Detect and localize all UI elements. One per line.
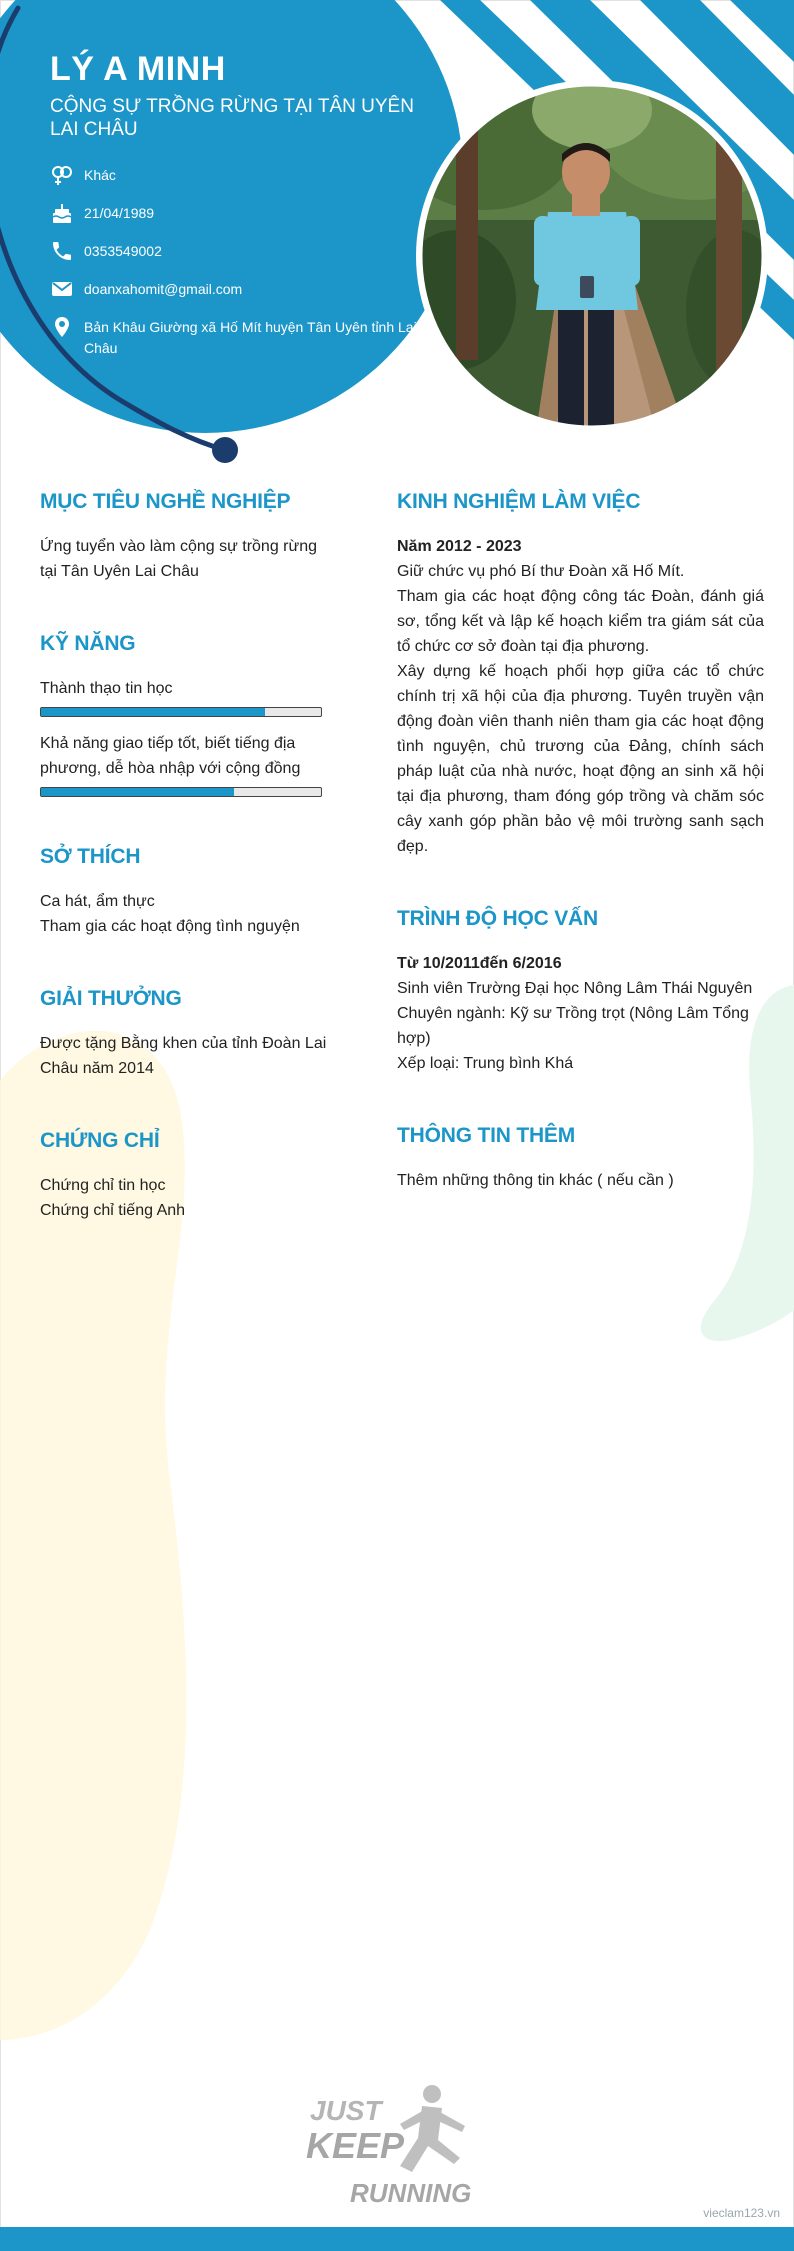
awards-title: GIẢI THƯỞNG: [40, 987, 182, 1010]
address-value: Bản Khâu Giường xã Hố Mít huyện Tân Uyên tỉnh Lai Châu: [84, 319, 417, 356]
skill-name: Thành thạo tin học: [40, 680, 173, 697]
skill-fill: [41, 708, 265, 716]
runner-text-just: JUST: [310, 2095, 382, 2126]
experience-title: KINH NGHIỆM LÀM VIỆC: [397, 490, 641, 513]
gender-icon: [50, 163, 74, 187]
objective-title: MỤC TIÊU NGHỀ NGHIỆP: [40, 490, 291, 513]
right-column: [397, 490, 764, 1241]
certificate-item: Chứng chỉ tiếng Anh: [40, 1202, 186, 1219]
skill-bar: [40, 707, 322, 717]
skills-section: [40, 632, 338, 797]
email-row: [50, 277, 440, 301]
gender-row: [50, 163, 440, 187]
phone-icon: [50, 239, 74, 263]
hobbies-title: SỞ THÍCH: [40, 845, 141, 868]
education-period: Từ 10/2011đến 6/2016: [397, 955, 562, 972]
skill-name: Khả năng giao tiếp tốt, biết tiếng địa phương, dễ hòa nhập với cộng đồng: [40, 735, 301, 777]
address-row: [50, 315, 440, 359]
education-title: TRÌNH ĐỘ HỌC VẤN: [397, 907, 598, 930]
contact-list: [50, 163, 440, 359]
objective-section: [40, 490, 338, 584]
experience-period: Năm 2012 - 2023: [397, 538, 522, 555]
hobbies-section: [40, 845, 338, 939]
runner-logo: [300, 2080, 500, 2220]
avatar: [416, 80, 768, 432]
objective-text: Ứng tuyển vào làm cộng sự trồng rừng tại Tân Uyên Lai Châu: [40, 538, 318, 580]
phone-row: [50, 239, 440, 263]
more-info-text: Thêm những thông tin khác ( nếu cần ): [397, 1172, 674, 1189]
certificates-section: [40, 1129, 338, 1223]
experience-section: [397, 490, 764, 859]
left-column: [40, 490, 338, 1271]
education-line: Chuyên ngành: Kỹ sư Trồng trọt (Nông Lâm Tổng hợp): [397, 1005, 749, 1047]
job-title: CỘNG SỰ TRỒNG RỪNG TẠI TÂN UYÊN LAI CHÂU: [50, 96, 414, 140]
experience-paragraph: Giữ chức vụ phó Bí thư Đoàn xã Hố Mít.: [397, 563, 685, 580]
birthday-row: [50, 201, 440, 225]
birthday-value: 21/04/1989: [84, 205, 155, 221]
more-info-title: THÔNG TIN THÊM: [397, 1124, 576, 1147]
gender-value: Khác: [84, 167, 116, 183]
hobby-item: Ca hát, ẩm thực: [40, 893, 155, 910]
location-pin-icon: [50, 315, 74, 339]
skills-title: KỸ NĂNG: [40, 632, 136, 655]
candidate-name: LÝ A MINH: [50, 50, 226, 88]
education-section: [397, 907, 764, 1076]
certificates-title: CHỨNG CHỈ: [40, 1129, 160, 1152]
watermark: vieclam123.vn: [703, 2206, 780, 2220]
certificate-item: Chứng chỉ tin học: [40, 1177, 166, 1194]
more-info-section: [397, 1124, 764, 1193]
education-line: Sinh viên Trường Đại học Nông Lâm Thái Nguyên: [397, 980, 753, 997]
mail-icon: [50, 277, 74, 301]
phone-value[interactable]: 0353549002: [84, 243, 162, 259]
awards-section: [40, 987, 338, 1081]
runner-text-keep: KEEP: [306, 2125, 405, 2166]
header: [50, 50, 440, 373]
award-text: Được tặng Bằng khen của tỉnh Đoàn Lai Châu năm 2014: [40, 1035, 327, 1077]
skill-bar: [40, 787, 322, 797]
education-line: Xếp loại: Trung bình Khá: [397, 1055, 574, 1072]
cake-icon: [50, 201, 74, 225]
skill-fill: [41, 788, 234, 796]
footer-bar: [0, 2227, 794, 2251]
experience-paragraph: Xây dựng kế hoạch phối hợp giữa các tổ chức chính trị xã hội của địa phương. Tuyên truyền vận động đoàn viên thanh niên tham gia các hoạt động tình nguyện, chủ trương của Đảng, chính sách pháp luật của nhà nước, hoạt động an sinh xã hội tại địa phương, tham đóng góp trồng và chăm sóc cây xanh góp phần bảo vệ môi trường sanh sạch đẹp.: [397, 663, 764, 855]
runner-text-running: RUNNING: [350, 2178, 472, 2208]
arc-dot: [212, 437, 238, 463]
hobby-item: Tham gia các hoạt động tình nguyện: [40, 918, 300, 935]
email-value[interactable]: doanxahomit@gmail.com: [84, 281, 243, 297]
experience-paragraph: Tham gia các hoạt động công tác Đoàn, đánh giá sơ, tổng kết và lập kế hoạch kiểm tra giám sát của tổ chức cơ sở đoàn tại địa phương.: [397, 588, 764, 655]
